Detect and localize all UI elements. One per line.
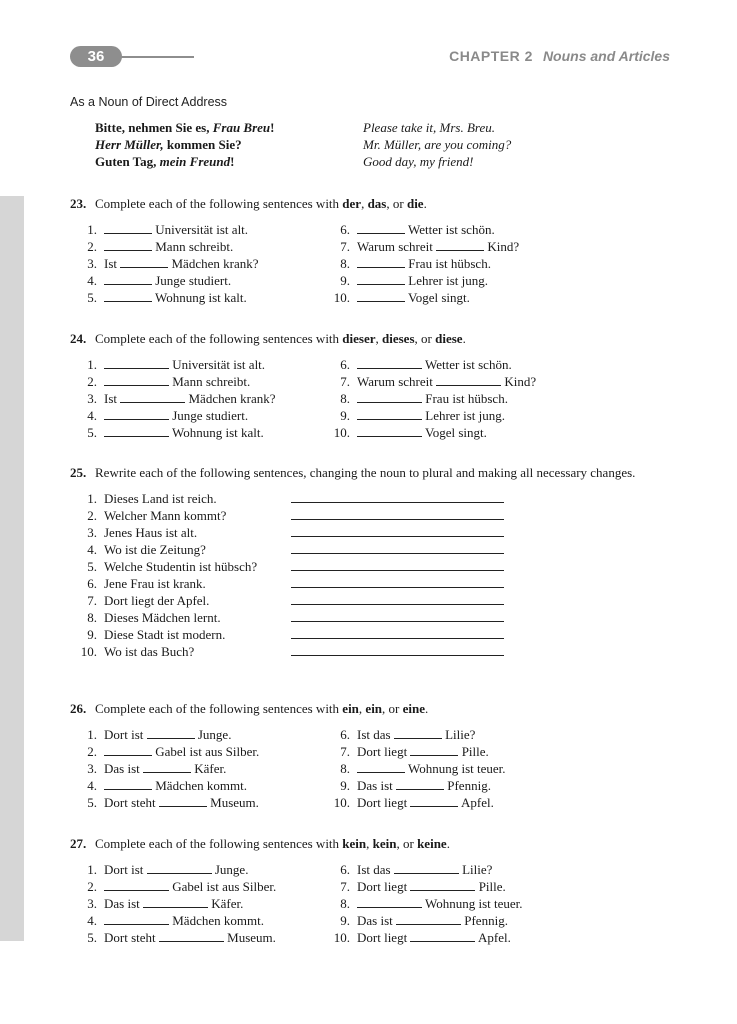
answer-blank[interactable] bbox=[159, 930, 224, 942]
item-text: Jenes Haus ist alt. bbox=[104, 525, 198, 540]
item-number: 9. bbox=[340, 408, 350, 423]
answer-blank[interactable] bbox=[394, 862, 459, 874]
item-number: 1. bbox=[87, 357, 97, 372]
exercise-item bbox=[56, 912, 276, 929]
item-text: Das ist bbox=[104, 761, 143, 776]
item-text: Ist das bbox=[357, 727, 394, 742]
item-number: 6. bbox=[340, 222, 350, 237]
item-number: 3. bbox=[87, 525, 97, 540]
answer-blank[interactable] bbox=[104, 408, 169, 420]
item-text: Welche Studentin ist hübsch? bbox=[104, 559, 258, 574]
item-text: Jene Frau ist krank. bbox=[104, 576, 206, 591]
item-number: 4. bbox=[87, 913, 97, 928]
exercise-item bbox=[56, 541, 670, 558]
answer-blank[interactable] bbox=[104, 374, 169, 386]
item-text: Lehrer ist jung. bbox=[422, 408, 506, 423]
item-text: Ist bbox=[104, 391, 121, 406]
exercise-instruction: 24. Complete each of the following sentences with dieser, dieses, or diese. bbox=[70, 331, 466, 346]
exercise-item bbox=[56, 524, 670, 541]
item-text: Museum. bbox=[223, 930, 276, 945]
item-number: 2. bbox=[87, 508, 97, 523]
item-number: 1. bbox=[87, 727, 97, 742]
answer-blank[interactable] bbox=[357, 222, 405, 234]
item-number: 6. bbox=[340, 862, 350, 877]
answer-blank[interactable] bbox=[396, 913, 461, 925]
answer-blank[interactable] bbox=[104, 913, 169, 925]
item-text: Pille. bbox=[475, 879, 506, 894]
answer-blank[interactable] bbox=[410, 879, 475, 891]
answer-line[interactable] bbox=[291, 508, 504, 520]
exercise-item bbox=[309, 356, 536, 373]
item-text: Käfer. bbox=[191, 761, 227, 776]
item-text: Lilie? bbox=[441, 727, 476, 742]
example-german: Bitte, nehmen Sie es, Frau Breu! bbox=[95, 120, 275, 135]
answer-line[interactable] bbox=[291, 542, 504, 554]
exercise-item bbox=[56, 777, 259, 794]
item-text: Lehrer ist jung. bbox=[405, 273, 489, 288]
item-number: 10. bbox=[333, 930, 350, 945]
exercise-item bbox=[309, 726, 506, 743]
answer-blank[interactable] bbox=[357, 761, 405, 773]
exercise-item bbox=[56, 743, 259, 760]
exercise-item bbox=[56, 558, 670, 575]
answer-blank[interactable] bbox=[104, 778, 152, 790]
item-text: Pille. bbox=[458, 744, 489, 759]
exercise-items bbox=[70, 221, 670, 306]
answer-line[interactable] bbox=[291, 559, 504, 571]
item-text: Ist das bbox=[357, 862, 394, 877]
item-text: Vogel singt. bbox=[405, 290, 470, 305]
item-number: 6. bbox=[340, 727, 350, 742]
item-number: 8. bbox=[340, 391, 350, 406]
answer-blank[interactable] bbox=[394, 727, 442, 739]
item-text: Dieses Mädchen lernt. bbox=[104, 610, 221, 625]
answer-blank[interactable] bbox=[357, 896, 422, 908]
right-column bbox=[309, 221, 519, 306]
item-number: 3. bbox=[87, 256, 97, 271]
item-number: 4. bbox=[87, 273, 97, 288]
item-text: Wohnung ist teuer. bbox=[422, 896, 523, 911]
exercise-item bbox=[309, 794, 506, 811]
item-text: Pfennig. bbox=[461, 913, 508, 928]
answer-line[interactable] bbox=[291, 644, 504, 656]
exercise-item bbox=[309, 272, 519, 289]
answer-blank[interactable] bbox=[396, 778, 444, 790]
item-number: 9. bbox=[340, 273, 350, 288]
left-column bbox=[56, 356, 276, 441]
item-text: Universität ist alt. bbox=[169, 357, 266, 372]
right-column bbox=[309, 726, 506, 811]
exercise-item bbox=[56, 575, 670, 592]
item-text: Universität ist alt. bbox=[152, 222, 249, 237]
chapter-number: CHAPTER 2 bbox=[449, 48, 533, 64]
example-german: Guten Tag, mein Freund! bbox=[95, 154, 235, 169]
exercise-item bbox=[56, 272, 259, 289]
exercise-25 bbox=[70, 464, 670, 660]
item-text: Warum schreit bbox=[357, 239, 437, 254]
exercise-item bbox=[56, 490, 670, 507]
item-text: Apfel. bbox=[458, 795, 494, 810]
item-text: Dort liegt bbox=[357, 930, 411, 945]
item-number: 6. bbox=[87, 576, 97, 591]
item-text: Wetter ist schön. bbox=[405, 222, 495, 237]
item-text: Das ist bbox=[104, 896, 143, 911]
answer-blank[interactable] bbox=[104, 425, 169, 437]
item-number: 7. bbox=[87, 593, 97, 608]
exercise-item bbox=[56, 643, 670, 660]
item-text: Vogel singt. bbox=[422, 425, 487, 440]
item-text: Lilie? bbox=[458, 862, 493, 877]
answer-blank[interactable] bbox=[410, 930, 475, 942]
answer-blank[interactable] bbox=[357, 256, 405, 268]
exercise-item bbox=[56, 861, 276, 878]
item-number: 8. bbox=[340, 896, 350, 911]
item-number: 4. bbox=[87, 542, 97, 557]
left-column bbox=[56, 726, 259, 811]
item-text: Wo ist das Buch? bbox=[104, 644, 195, 659]
item-number: 8. bbox=[87, 610, 97, 625]
running-head bbox=[449, 48, 670, 64]
item-number: 7. bbox=[340, 879, 350, 894]
left-column bbox=[56, 861, 276, 946]
item-text: Warum schreit bbox=[357, 374, 437, 389]
exercise-item bbox=[309, 929, 523, 946]
item-text: Welcher Mann kommt? bbox=[104, 508, 227, 523]
item-number: 9. bbox=[340, 913, 350, 928]
item-text: Apfel. bbox=[475, 930, 511, 945]
item-text: Wohnung ist kalt. bbox=[152, 290, 247, 305]
exercise-26 bbox=[70, 700, 670, 811]
example-german: Herr Müller, kommen Sie? bbox=[95, 137, 242, 152]
exercise-item bbox=[56, 356, 276, 373]
exercise-item bbox=[56, 255, 259, 272]
example-row bbox=[95, 120, 575, 137]
exercise-item bbox=[56, 726, 259, 743]
answer-blank[interactable] bbox=[104, 222, 152, 234]
item-number: 4. bbox=[87, 778, 97, 793]
item-number: 7. bbox=[340, 744, 350, 759]
exercise-item bbox=[56, 626, 670, 643]
item-number: 5. bbox=[87, 425, 97, 440]
answer-line[interactable] bbox=[291, 610, 504, 622]
answer-line[interactable] bbox=[291, 627, 504, 639]
item-text: Mädchen kommt. bbox=[169, 913, 264, 928]
answer-blank[interactable] bbox=[143, 896, 208, 908]
item-number: 4. bbox=[87, 408, 97, 423]
item-number: 9. bbox=[87, 627, 97, 642]
answer-blank[interactable] bbox=[104, 239, 152, 251]
right-column bbox=[309, 861, 523, 946]
item-text: Frau ist hübsch. bbox=[422, 391, 508, 406]
exercise-instruction: 26. Complete each of the following sentences with ein, ein, or eine. bbox=[70, 701, 429, 716]
example-row bbox=[95, 154, 575, 171]
item-number: 3. bbox=[87, 391, 97, 406]
item-text: Dort liegt der Apfel. bbox=[104, 593, 210, 608]
exercise-item bbox=[309, 760, 506, 777]
answer-blank[interactable] bbox=[104, 744, 152, 756]
item-number: 1. bbox=[87, 222, 97, 237]
item-text: Dort ist bbox=[104, 862, 147, 877]
item-number: 8. bbox=[340, 256, 350, 271]
item-text: Gabel ist aus Silber. bbox=[152, 744, 260, 759]
exercise-23 bbox=[70, 195, 670, 306]
item-number: 5. bbox=[87, 559, 97, 574]
exercise-instruction: 27. Complete each of the following sentences with kein, kein, or keine. bbox=[70, 836, 450, 851]
item-text: Pfennig. bbox=[444, 778, 491, 793]
exercise-24 bbox=[70, 330, 670, 441]
exercise-item bbox=[309, 289, 519, 306]
exercise-item bbox=[56, 221, 259, 238]
answer-line[interactable] bbox=[291, 593, 504, 605]
exercise-27 bbox=[70, 835, 670, 946]
item-text: Das ist bbox=[357, 913, 396, 928]
exercise-items bbox=[70, 356, 670, 441]
answer-blank[interactable] bbox=[104, 273, 152, 285]
item-text: Dort liegt bbox=[357, 879, 411, 894]
item-number: 2. bbox=[87, 744, 97, 759]
page-header bbox=[70, 44, 670, 70]
item-text: Wohnung ist kalt. bbox=[169, 425, 264, 440]
exercise-item bbox=[56, 760, 259, 777]
exercise-item bbox=[309, 861, 523, 878]
item-text: Junge studiert. bbox=[169, 408, 249, 423]
item-text: Wohnung ist teuer. bbox=[405, 761, 506, 776]
answer-blank[interactable] bbox=[357, 408, 422, 420]
exercise-item bbox=[56, 373, 276, 390]
left-column bbox=[56, 221, 259, 306]
answer-blank[interactable] bbox=[104, 357, 169, 369]
item-number: 5. bbox=[87, 930, 97, 945]
item-text: Dieses Land ist reich. bbox=[104, 491, 217, 506]
item-text: Junge studiert. bbox=[152, 273, 232, 288]
item-text: Dort ist bbox=[104, 727, 147, 742]
item-number: 3. bbox=[87, 761, 97, 776]
answer-blank[interactable] bbox=[357, 290, 405, 302]
answer-line[interactable] bbox=[291, 491, 504, 503]
item-number: 5. bbox=[87, 290, 97, 305]
section-subheading: As a Noun of Direct Address bbox=[70, 95, 228, 109]
item-text: Mann schreibt. bbox=[152, 239, 234, 254]
exercise-item bbox=[309, 743, 506, 760]
exercise-items bbox=[70, 726, 670, 811]
item-text: Wetter ist schön. bbox=[422, 357, 512, 372]
exercise-item bbox=[309, 373, 536, 390]
item-number: 10. bbox=[333, 425, 350, 440]
item-text: Mädchen krank? bbox=[168, 256, 259, 271]
exercise-item bbox=[56, 289, 259, 306]
item-text: Das ist bbox=[357, 778, 396, 793]
exercise-item bbox=[309, 424, 536, 441]
answer-blank[interactable] bbox=[410, 795, 458, 807]
right-column bbox=[309, 356, 536, 441]
example-english: Good day, my friend! bbox=[363, 154, 474, 169]
answer-blank[interactable] bbox=[143, 761, 191, 773]
answer-blank[interactable] bbox=[357, 357, 422, 369]
item-text: Diese Stadt ist modern. bbox=[104, 627, 226, 642]
answer-line[interactable] bbox=[291, 576, 504, 588]
item-number: 10. bbox=[333, 290, 350, 305]
item-number: 9. bbox=[340, 778, 350, 793]
exercise-item bbox=[56, 895, 276, 912]
answer-blank[interactable] bbox=[120, 256, 168, 268]
item-number: 2. bbox=[87, 879, 97, 894]
item-text: Museum. bbox=[206, 795, 259, 810]
example-row bbox=[95, 137, 575, 154]
answer-blank[interactable] bbox=[436, 239, 484, 251]
exercise-item bbox=[56, 878, 276, 895]
exercise-item bbox=[56, 424, 276, 441]
exercise-item bbox=[309, 238, 519, 255]
item-text: Käfer. bbox=[208, 896, 244, 911]
exercise-item bbox=[56, 507, 670, 524]
item-number: 2. bbox=[87, 239, 97, 254]
answer-blank[interactable] bbox=[159, 795, 207, 807]
exercise-item bbox=[309, 407, 536, 424]
exercise-item bbox=[56, 592, 670, 609]
answer-blank[interactable] bbox=[357, 273, 405, 285]
answer-line[interactable] bbox=[291, 525, 504, 537]
item-text: Dort steht bbox=[104, 930, 159, 945]
margin-tab bbox=[0, 196, 24, 941]
item-number: 7. bbox=[340, 374, 350, 389]
item-number: 6. bbox=[340, 357, 350, 372]
exercise-items bbox=[70, 861, 670, 946]
item-text: Junge. bbox=[194, 727, 232, 742]
answer-blank[interactable] bbox=[436, 374, 501, 386]
exercise-item bbox=[56, 407, 276, 424]
item-text: Dort liegt bbox=[357, 744, 411, 759]
exercise-item bbox=[309, 777, 506, 794]
header-rule bbox=[120, 56, 194, 58]
item-number: 10. bbox=[333, 795, 350, 810]
item-text: Frau ist hübsch. bbox=[405, 256, 491, 271]
item-number: 2. bbox=[87, 374, 97, 389]
item-text: Mädchen kommt. bbox=[152, 778, 247, 793]
exercise-items bbox=[70, 490, 670, 660]
answer-blank[interactable] bbox=[147, 727, 195, 739]
item-text: Kind? bbox=[484, 239, 520, 254]
exercise-instruction: 25. Rewrite each of the following sentences, changing the noun to plural and making all necessary changes. bbox=[70, 465, 636, 480]
item-text: Dort steht bbox=[104, 795, 159, 810]
example-english: Mr. Müller, are you coming? bbox=[363, 137, 512, 152]
item-text: Wo ist die Zeitung? bbox=[104, 542, 206, 557]
exercise-instruction: 23. Complete each of the following sentences with der, das, or die. bbox=[70, 196, 427, 211]
exercise-item bbox=[56, 238, 259, 255]
item-number: 1. bbox=[87, 491, 97, 506]
item-text: Mann schreibt. bbox=[169, 374, 251, 389]
item-text: Kind? bbox=[501, 374, 537, 389]
exercise-item bbox=[56, 390, 276, 407]
exercise-item bbox=[309, 912, 523, 929]
item-number: 8. bbox=[340, 761, 350, 776]
exercise-item bbox=[309, 390, 536, 407]
item-number: 5. bbox=[87, 795, 97, 810]
answer-blank[interactable] bbox=[104, 879, 169, 891]
exercise-item bbox=[309, 255, 519, 272]
answer-blank[interactable] bbox=[410, 744, 458, 756]
exercise-item bbox=[309, 221, 519, 238]
answer-blank[interactable] bbox=[357, 391, 422, 403]
item-number: 7. bbox=[340, 239, 350, 254]
exercise-item bbox=[56, 929, 276, 946]
item-number: 3. bbox=[87, 896, 97, 911]
answer-blank[interactable] bbox=[104, 290, 152, 302]
item-text: Mädchen krank? bbox=[185, 391, 276, 406]
item-number: 1. bbox=[87, 862, 97, 877]
item-text: Dort liegt bbox=[357, 795, 411, 810]
exercise-item bbox=[56, 794, 259, 811]
exercise-item bbox=[309, 895, 523, 912]
item-text: Ist bbox=[104, 256, 121, 271]
exercise-item bbox=[309, 878, 523, 895]
item-number: 10. bbox=[80, 644, 97, 659]
chapter-title: Nouns and Articles bbox=[542, 48, 670, 64]
item-text: Gabel ist aus Silber. bbox=[169, 879, 277, 894]
answer-blank[interactable] bbox=[120, 391, 185, 403]
exercise-item bbox=[56, 609, 670, 626]
answer-blank[interactable] bbox=[357, 425, 422, 437]
item-text: Junge. bbox=[211, 862, 249, 877]
page-number: 36 bbox=[70, 46, 122, 67]
examples-block bbox=[95, 120, 575, 171]
answer-blank[interactable] bbox=[147, 862, 212, 874]
example-english: Please take it, Mrs. Breu. bbox=[363, 120, 496, 135]
